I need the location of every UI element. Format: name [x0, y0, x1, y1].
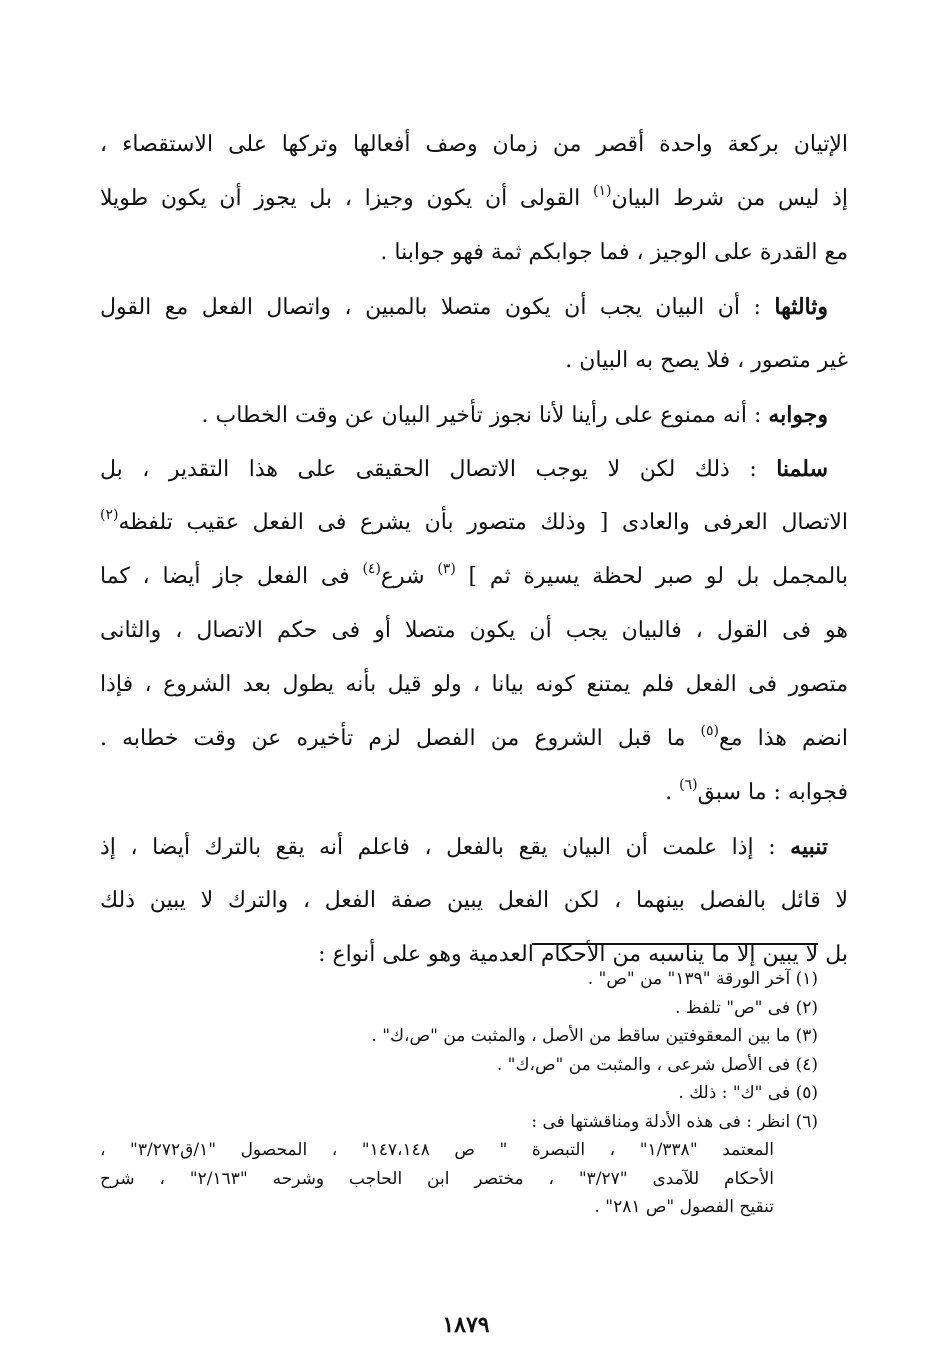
line-text: : إذا علمت أن البيان يقع بالفعل ، فاعلم أنه يقع بالترك أيضا ، إذ — [100, 835, 791, 860]
line-text: فجوابه : ما سبق — [697, 780, 848, 805]
footnote-ref[interactable]: (٦) — [679, 776, 698, 793]
line-text: إذ ليس من شرط البيان — [611, 186, 848, 211]
footnote-continuation: المعتمد "١/٣٣٨" ، التبصرة " ص ١٤٧،١٤٨" ، المحصول "١/ق٣/٢٧٢" ، — [100, 1140, 775, 1160]
footnote-item: (٣) ما بين المعقوفتين ساقط من الأصل ، والمثبت من "ص،ك" . — [371, 1026, 818, 1046]
footnote-divider — [532, 943, 818, 945]
paragraph-lead: وجوابه — [768, 402, 828, 428]
line-text: بل لا يبين إلا ما يناسبه من الأحكام العدمية وهو على أنواع : — [318, 942, 848, 967]
line-text: انضم هذا مع — [718, 726, 848, 751]
line-text: غير متصور ، فلا يصح به البيان . — [565, 348, 848, 373]
line-text: الإتيان بركعة واحدة أقصر من زمان وصف أفعالها وتركها على الاستقصاء ، — [100, 132, 848, 157]
line-text: الاتصال العرفى والعادى [ وذلك متصور بأن يشرع فى الفعل عقيب تلفظه — [118, 510, 848, 535]
footnote-item: (١) آخر الورقة "١٣٩" من "ص" . — [587, 969, 818, 989]
text-line — [100, 226, 848, 280]
footnote-item: (٥) فى "ك" : ذلك . — [678, 1083, 818, 1103]
footnote-ref[interactable]: (١) — [593, 182, 612, 199]
footnotes — [100, 965, 818, 1222]
text-line — [100, 280, 848, 334]
text-line — [100, 118, 848, 172]
text-line — [100, 388, 848, 442]
paragraph-lead: وثالثها — [774, 294, 828, 320]
text-line — [100, 334, 848, 388]
footnote-continuation: الأحكام للآمدى "٣/٢٧" ، مختصر ابن الحاجب وشرحه "٢/١٦٣" ، شرح — [100, 1168, 775, 1189]
page-number: ١٨٧٩ — [442, 1312, 490, 1338]
text-line — [100, 550, 848, 604]
text-line — [100, 766, 848, 820]
paragraph-lead: سلمنا — [776, 456, 828, 482]
text-line — [100, 496, 848, 550]
main-text — [100, 118, 848, 982]
line-text: هو فى القول ، فالبيان يجب أن يكون متصلا أو فى حكم الاتصال ، والثانى — [100, 618, 848, 643]
text-line — [100, 820, 848, 874]
text-line — [100, 874, 848, 928]
line-text: : ذلك لكن لا يوجب الاتصال الحقيقى على هذا التقدير ، بل — [100, 457, 777, 482]
line-text: مع القدرة على الوجيز ، فما جوابكم ثمة فهو جوابنا . — [380, 240, 848, 265]
line-text: فى الفعل جاز أيضا ، كما — [100, 564, 363, 589]
paragraph-lead: تنبيه — [790, 834, 828, 860]
line-text: بالمجمل بل لو صبر لحظة يسيرة ثم ] — [455, 564, 848, 589]
footnote-ref[interactable]: (٤) — [362, 560, 381, 577]
text-line — [100, 442, 848, 496]
footnote-ref[interactable]: (٥) — [700, 722, 719, 739]
text-line — [100, 658, 848, 712]
line-text: . — [665, 780, 680, 805]
line-text: : أن البيان يجب أن يكون متصلا بالمبين ، واتصال الفعل مع القول — [100, 295, 775, 320]
footnote-ref[interactable]: (٣) — [437, 560, 456, 577]
text-line — [100, 604, 848, 658]
line-text: ما قبل الشروع من الفصل لزم تأخيره عن وقت خطابه . — [100, 726, 701, 751]
footnote-ref[interactable]: (٢) — [100, 506, 119, 523]
line-text: متصور فى الفعل فلم يمتنع كونه بيانا ، ولو قيل بأنه يطول بعد الشروع ، فإذا — [100, 672, 848, 697]
line-text: القولى أن يكون وجيزا ، بل يجوز أن يكون طويلا — [100, 186, 593, 211]
footnote-item: (٦) انظر : فى هذه الأدلة ومناقشتها فى : — [531, 1111, 818, 1132]
footnote-item: (٢) فى "ص" تلفظ . — [674, 997, 818, 1018]
footnote-item: (٤) فى الأصل شرعى ، والمثبت من "ص،ك" . — [496, 1054, 818, 1075]
text-line — [100, 172, 848, 226]
line-text: : أنه ممنوع على رأينا لأنا نجوز تأخير البيان عن وقت الخطاب . — [201, 403, 769, 428]
line-text: لا قائل بالفصل بينهما ، لكن الفعل يبين صفة الفعل ، والترك لا يبين ذلك — [100, 888, 848, 913]
text-line — [100, 712, 848, 766]
footnote-continuation: تنقيح الفصول "ص ٢٨١" . — [594, 1197, 774, 1217]
line-text: شرع — [380, 564, 438, 589]
